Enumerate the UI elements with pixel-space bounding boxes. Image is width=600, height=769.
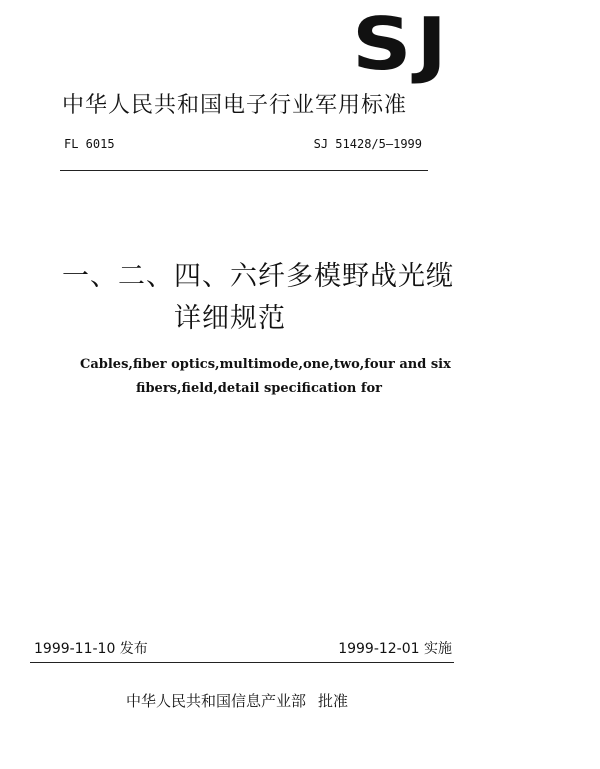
english-title-line-1: Cables,fiber optics,multimode,one,two,four and six — [80, 357, 451, 372]
english-title-line-2: fibers,field,detail specification for — [136, 381, 383, 396]
standard-number: SJ 51428/5—1999 — [313, 137, 422, 151]
approval-line — [126, 690, 348, 711]
classification-code: FL 6015 — [64, 137, 115, 151]
approving-authority: 中华人民共和国信息产业部 — [126, 692, 307, 710]
issue-date: 1999-11-10 发布 — [34, 641, 148, 657]
sj-logo: SJ — [352, 2, 452, 86]
footer-divider — [30, 662, 454, 663]
chinese-title-line-2: 详细规范 — [174, 303, 286, 334]
chinese-title-line-1: 一、二、四、六纤多模野战光缆 — [62, 261, 454, 292]
standard-type-title: 中华人民共和国电子行业军用标准 — [62, 93, 408, 118]
header-divider — [60, 170, 428, 171]
approval-label: 批准 — [318, 692, 349, 710]
effective-date: 1999-12-01 实施 — [338, 641, 452, 657]
